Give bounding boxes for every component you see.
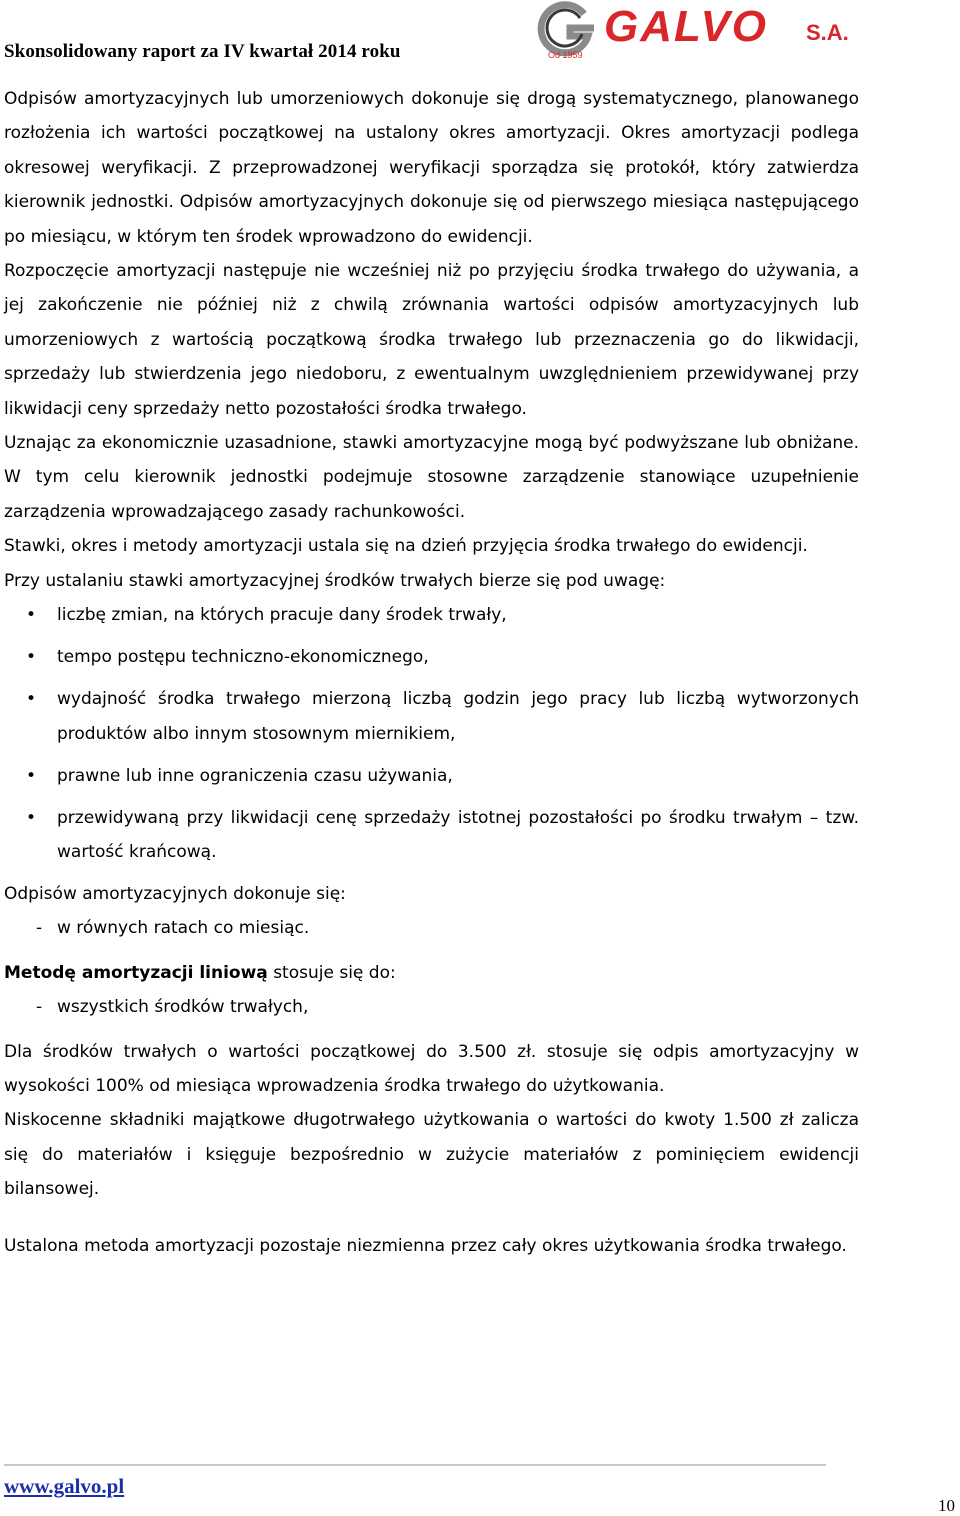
criteria-list	[4, 598, 859, 869]
dash-item-monthly	[4, 911, 859, 945]
list-item: • przewidywaną przy likwidacji cenę sprzedaży istotnej pozostałości po środku trwałym – tzw. wartość krańcową.	[4, 801, 859, 870]
list-item: • tempo postępu techniczno-ekonomicznego,	[4, 640, 859, 674]
paragraph-rate-adjustment: Uznając za ekonomicznie uzasadnione, stawki amortyzacyjne mogą być podwyższane lub obniżane. W tym celu kierownik jednostki podejmuje stosowne zarządzenie stanowiące uzupełnienie zarządzenia wprowadzającego zasady rachunkowości.	[4, 433, 859, 522]
report-title: Skonsolidowany raport za IV kwartał 2014 roku	[4, 41, 401, 62]
footer-website-link[interactable]: www.galvo.pl	[4, 1474, 125, 1498]
paragraph-linear-method	[4, 956, 859, 990]
paragraph-amortization-method: Odpisów amortyzacyjnych lub umorzeniowych dokonuje się drogą systematycznego, planowanego rozłożenia ich wartości początkowej na ustalony okres amortyzacji. Okres amortyzacji podlega okresowej weryfikacji. Z przeprowadzonej weryfikacji sporządza się protokół, który zatwierdza kierownik jednostki. Odpisów amortyzacyjnych dokonuje się od pierwszego miesiąca następującego po miesiącu, w którym ten środek wprowadzono do ewidencji.	[4, 89, 859, 247]
footer-divider	[4, 1464, 826, 1466]
paragraph-amortization-start: Rozpoczęcie amortyzacji następuje nie wcześniej niż po przyjęciu środka trwałego do używania, a jej zakończenie nie później niż z chwilą zrównania wartości odpisów amortyzacyjnych lub umorzeniowych z wartością początkową środka trwałego lub przeznaczenia go do likwidacji, sprzedaży lub stwierdzenia jego niedoboru, z ewentualnym uwzględnieniem przewidywanej przy likwidacji ceny sprzedaży netto pozostałości środka trwałego.	[4, 261, 859, 419]
paragraph-method-unchanged: Ustalona metoda amortyzacji pozostaje niezmienna przez cały okres użytkowania środka trwałego.	[4, 1235, 847, 1256]
dash-item-text: wszystkich środków trwałych,	[57, 997, 309, 1018]
linear-method-rest: stosuje się do:	[267, 962, 396, 983]
dash-item-text: w równych ratach co miesiąc.	[57, 918, 310, 939]
document-body	[4, 82, 859, 1263]
list-item: • wydajność środka trwałego mierzoną liczbą godzin jego pracy lub liczbą wytworzonych produktów albo innym stosownym miernikiem,	[4, 682, 859, 751]
paragraph-low-value-assets: Dla środków trwałych o wartości początkowej do 3.500 zł. stosuje się odpis amortyzacyjny w wysokości 100% od miesiąca wprowadzenia środka trwałego do użytkowania.	[4, 1041, 859, 1096]
page-number: 10	[938, 1496, 955, 1515]
logo-brand: GALVO	[604, 2, 769, 51]
paragraph-write-offs: Odpisów amortyzacyjnych dokonuje się:	[4, 883, 346, 904]
list-item: • liczbę zmian, na których pracuje dany środek trwały,	[4, 598, 859, 632]
dash-symbol: -	[36, 918, 43, 939]
paragraph-rate-criteria: Przy ustalaniu stawki amortyzacyjnej środków trwałych bierze się pod uwagę:	[4, 570, 666, 591]
company-logo	[536, 0, 866, 64]
logo-suffix: S.A.	[806, 20, 849, 45]
paragraph-low-cost-items: Niskocenne składniki majątkowe długotrwałego użytkowania o wartości do kwoty 1.500 zł zalicza się do materiałów i księguje bezpośrednio w zużycie materiałów z pominięciem ewidencji bilansowej.	[4, 1110, 859, 1200]
linear-method-bold: Metodę amortyzacji liniową	[4, 962, 268, 983]
list-item: • prawne lub inne ograniczenia czasu używania,	[4, 759, 859, 793]
dash-symbol: -	[36, 997, 43, 1018]
paragraph-rates-setting: Stawki, okres i metody amortyzacji ustala się na dzień przyjęcia środka trwałego do ewidencji.	[4, 536, 808, 557]
dash-item-all-assets	[4, 990, 859, 1024]
logo-tagline: Od 1959	[548, 50, 583, 60]
